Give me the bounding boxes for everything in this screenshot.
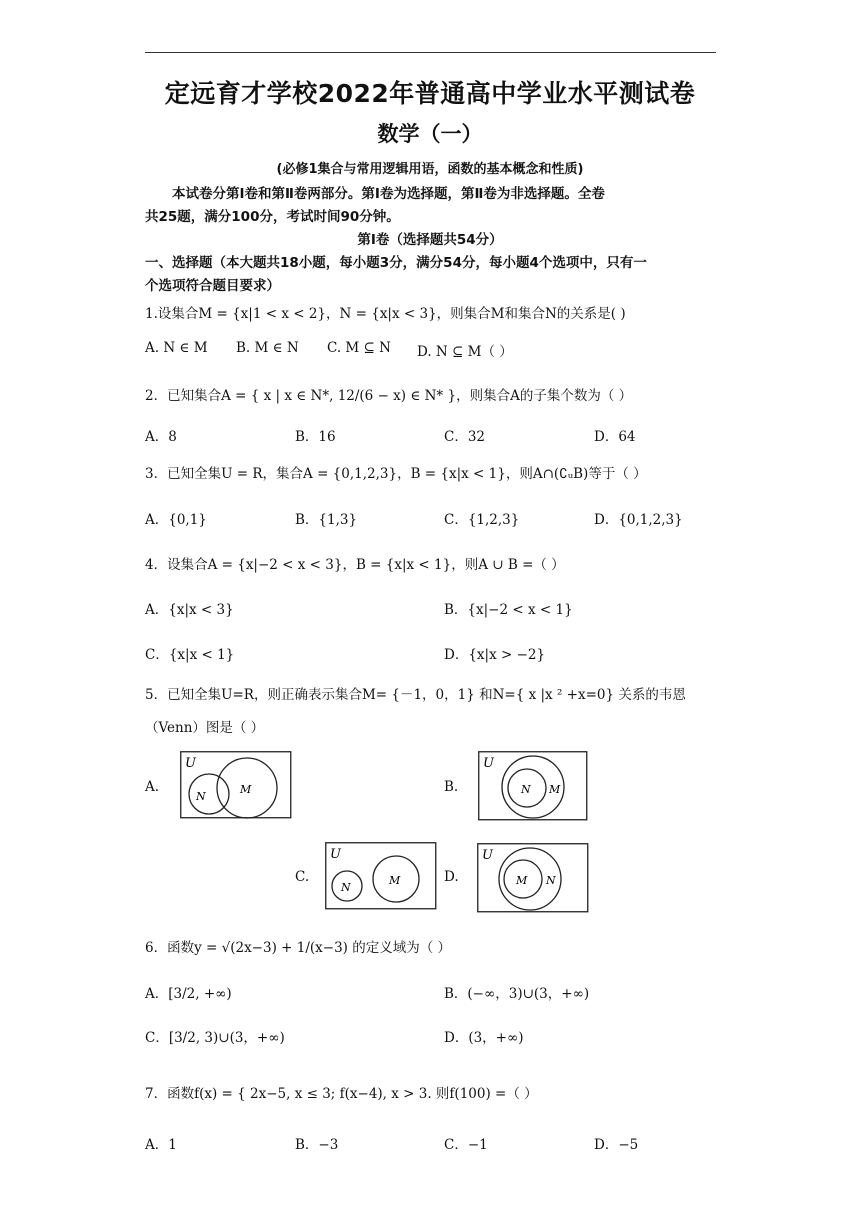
venn-b-n-label: N bbox=[521, 783, 531, 796]
exam-scope: (必修1集合与常用逻辑用语，函数的基本概念和性质) bbox=[276, 162, 584, 177]
venn-diagram-a bbox=[180, 751, 292, 823]
question-4-option-c: C．{x|x < 1} bbox=[145, 647, 235, 663]
question-5-stem-2: （Venn）图是（ ） bbox=[145, 720, 265, 736]
question-7-option-a: A．1 bbox=[145, 1137, 177, 1153]
venn-c-m-label: M bbox=[389, 874, 401, 887]
venn-a-n-label: N bbox=[196, 790, 206, 803]
venn-b-u-label: U bbox=[483, 756, 494, 771]
question-7-stem: 7．函数f(x) = { 2x−5, x ≤ 3; f(x−4), x > 3. 则f(100) =（ ） bbox=[145, 1086, 538, 1102]
question-7-option-d: D．−5 bbox=[594, 1137, 639, 1153]
question-4-option-a: A．{x|x < 3} bbox=[145, 602, 234, 618]
question-6-stem: 6．函数y = √(2x−3) + 1/(x−3) 的定义域为（ ） bbox=[145, 940, 452, 956]
question-6-option-a: A．[3/2, +∞) bbox=[145, 986, 232, 1002]
question-4-option-b: B．{x|−2 < x < 1} bbox=[444, 602, 573, 618]
top-rule bbox=[145, 52, 716, 53]
part-title: 第Ⅰ卷（选择题共54分） bbox=[357, 232, 503, 248]
question-2-option-c: C．32 bbox=[444, 429, 486, 445]
question-6-option-c: C．[3/2, 3)∪(3，+∞) bbox=[145, 1030, 285, 1046]
question-3-option-c: C．{1,2,3} bbox=[444, 512, 520, 528]
question-1-option-c: C. M ⊆ N bbox=[327, 340, 391, 356]
question-4-stem: 4．设集合A = {x|−2 < x < 3}，B = {x|x < 1}，则A ∪ B =（ ） bbox=[145, 557, 565, 573]
venn-diagram-c bbox=[325, 842, 437, 914]
venn-d-u-label: U bbox=[482, 848, 493, 863]
question-2-option-a: A．8 bbox=[145, 429, 177, 445]
question-5-option-a: A. bbox=[145, 779, 160, 795]
question-5-stem: 5．已知全集U=R，则正确表示集合M= {－1，0，1} 和N={ x |x ² +x=0} 关系的韦恩 bbox=[145, 687, 686, 703]
exam-title: 定远育才学校2022年普通高中学业水平测试卷 bbox=[164, 79, 696, 108]
question-7-option-b: B．−3 bbox=[295, 1137, 339, 1153]
venn-diagram-b bbox=[478, 751, 588, 825]
question-2-option-d: D．64 bbox=[594, 429, 636, 445]
venn-a-m-label: M bbox=[240, 783, 252, 796]
section-heading-1: 一、选择题（本大题共18小题，每小题3分，满分54分，每小题4个选项中，只有一 bbox=[145, 255, 647, 271]
question-5-option-c: C. bbox=[295, 869, 310, 885]
venn-d-n-label: N bbox=[546, 874, 556, 887]
question-1-option-b: B. M ∈ N bbox=[236, 340, 299, 356]
venn-b-m-label: M bbox=[549, 783, 561, 796]
question-6-option-d: D．(3，+∞) bbox=[444, 1030, 524, 1046]
question-4-option-d: D．{x|x > −2} bbox=[444, 647, 546, 663]
question-5-option-d: D. bbox=[444, 869, 459, 885]
question-2-option-b: B．16 bbox=[295, 429, 336, 445]
section-heading-2: 个选项符合题目要求） bbox=[145, 278, 280, 294]
question-3-stem: 3．已知全集U = R，集合A = {0,1,2,3}，B = {x|x < 1}，则A∩(∁ᵤB)等于（ ） bbox=[145, 466, 647, 482]
venn-c-n-label: N bbox=[341, 881, 351, 894]
question-2-stem: 2．已知集合A = { x | x ∈ N*, 12/(6 − x) ∈ N* }，则集合A的子集个数为（ ） bbox=[145, 388, 633, 404]
question-6-option-b: B．(−∞，3)∪(3，+∞) bbox=[444, 986, 590, 1002]
intro-line-1: 本试卷分第Ⅰ卷和第Ⅱ卷两部分。第Ⅰ卷为选择题，第Ⅱ卷为非选择题。全卷 bbox=[172, 186, 605, 202]
question-7-option-c: C．−1 bbox=[444, 1137, 488, 1153]
question-1-option-d: D. N ⊆ M（ ） bbox=[417, 344, 513, 360]
venn-c-u-label: U bbox=[330, 847, 341, 862]
exam-subtitle: 数学（一） bbox=[377, 122, 483, 146]
venn-diagram-d bbox=[477, 843, 589, 917]
question-3-option-d: D．{0,1,2,3} bbox=[594, 512, 683, 528]
intro-line-2: 共25题，满分100分，考试时间90分钟。 bbox=[145, 209, 400, 225]
question-5-option-b: B. bbox=[444, 779, 459, 795]
question-1-option-a: A. N ∈ M bbox=[145, 340, 208, 356]
question-3-option-a: A．{0,1} bbox=[145, 512, 207, 528]
question-3-option-b: B．{1,3} bbox=[295, 512, 358, 528]
venn-d-m-label: M bbox=[516, 874, 528, 887]
question-1-stem: 1.设集合M = {x|1 < x < 2}，N = {x|x < 3}，则集合M和集合N的关系是( ) bbox=[145, 306, 626, 322]
venn-a-u-label: U bbox=[185, 756, 196, 771]
